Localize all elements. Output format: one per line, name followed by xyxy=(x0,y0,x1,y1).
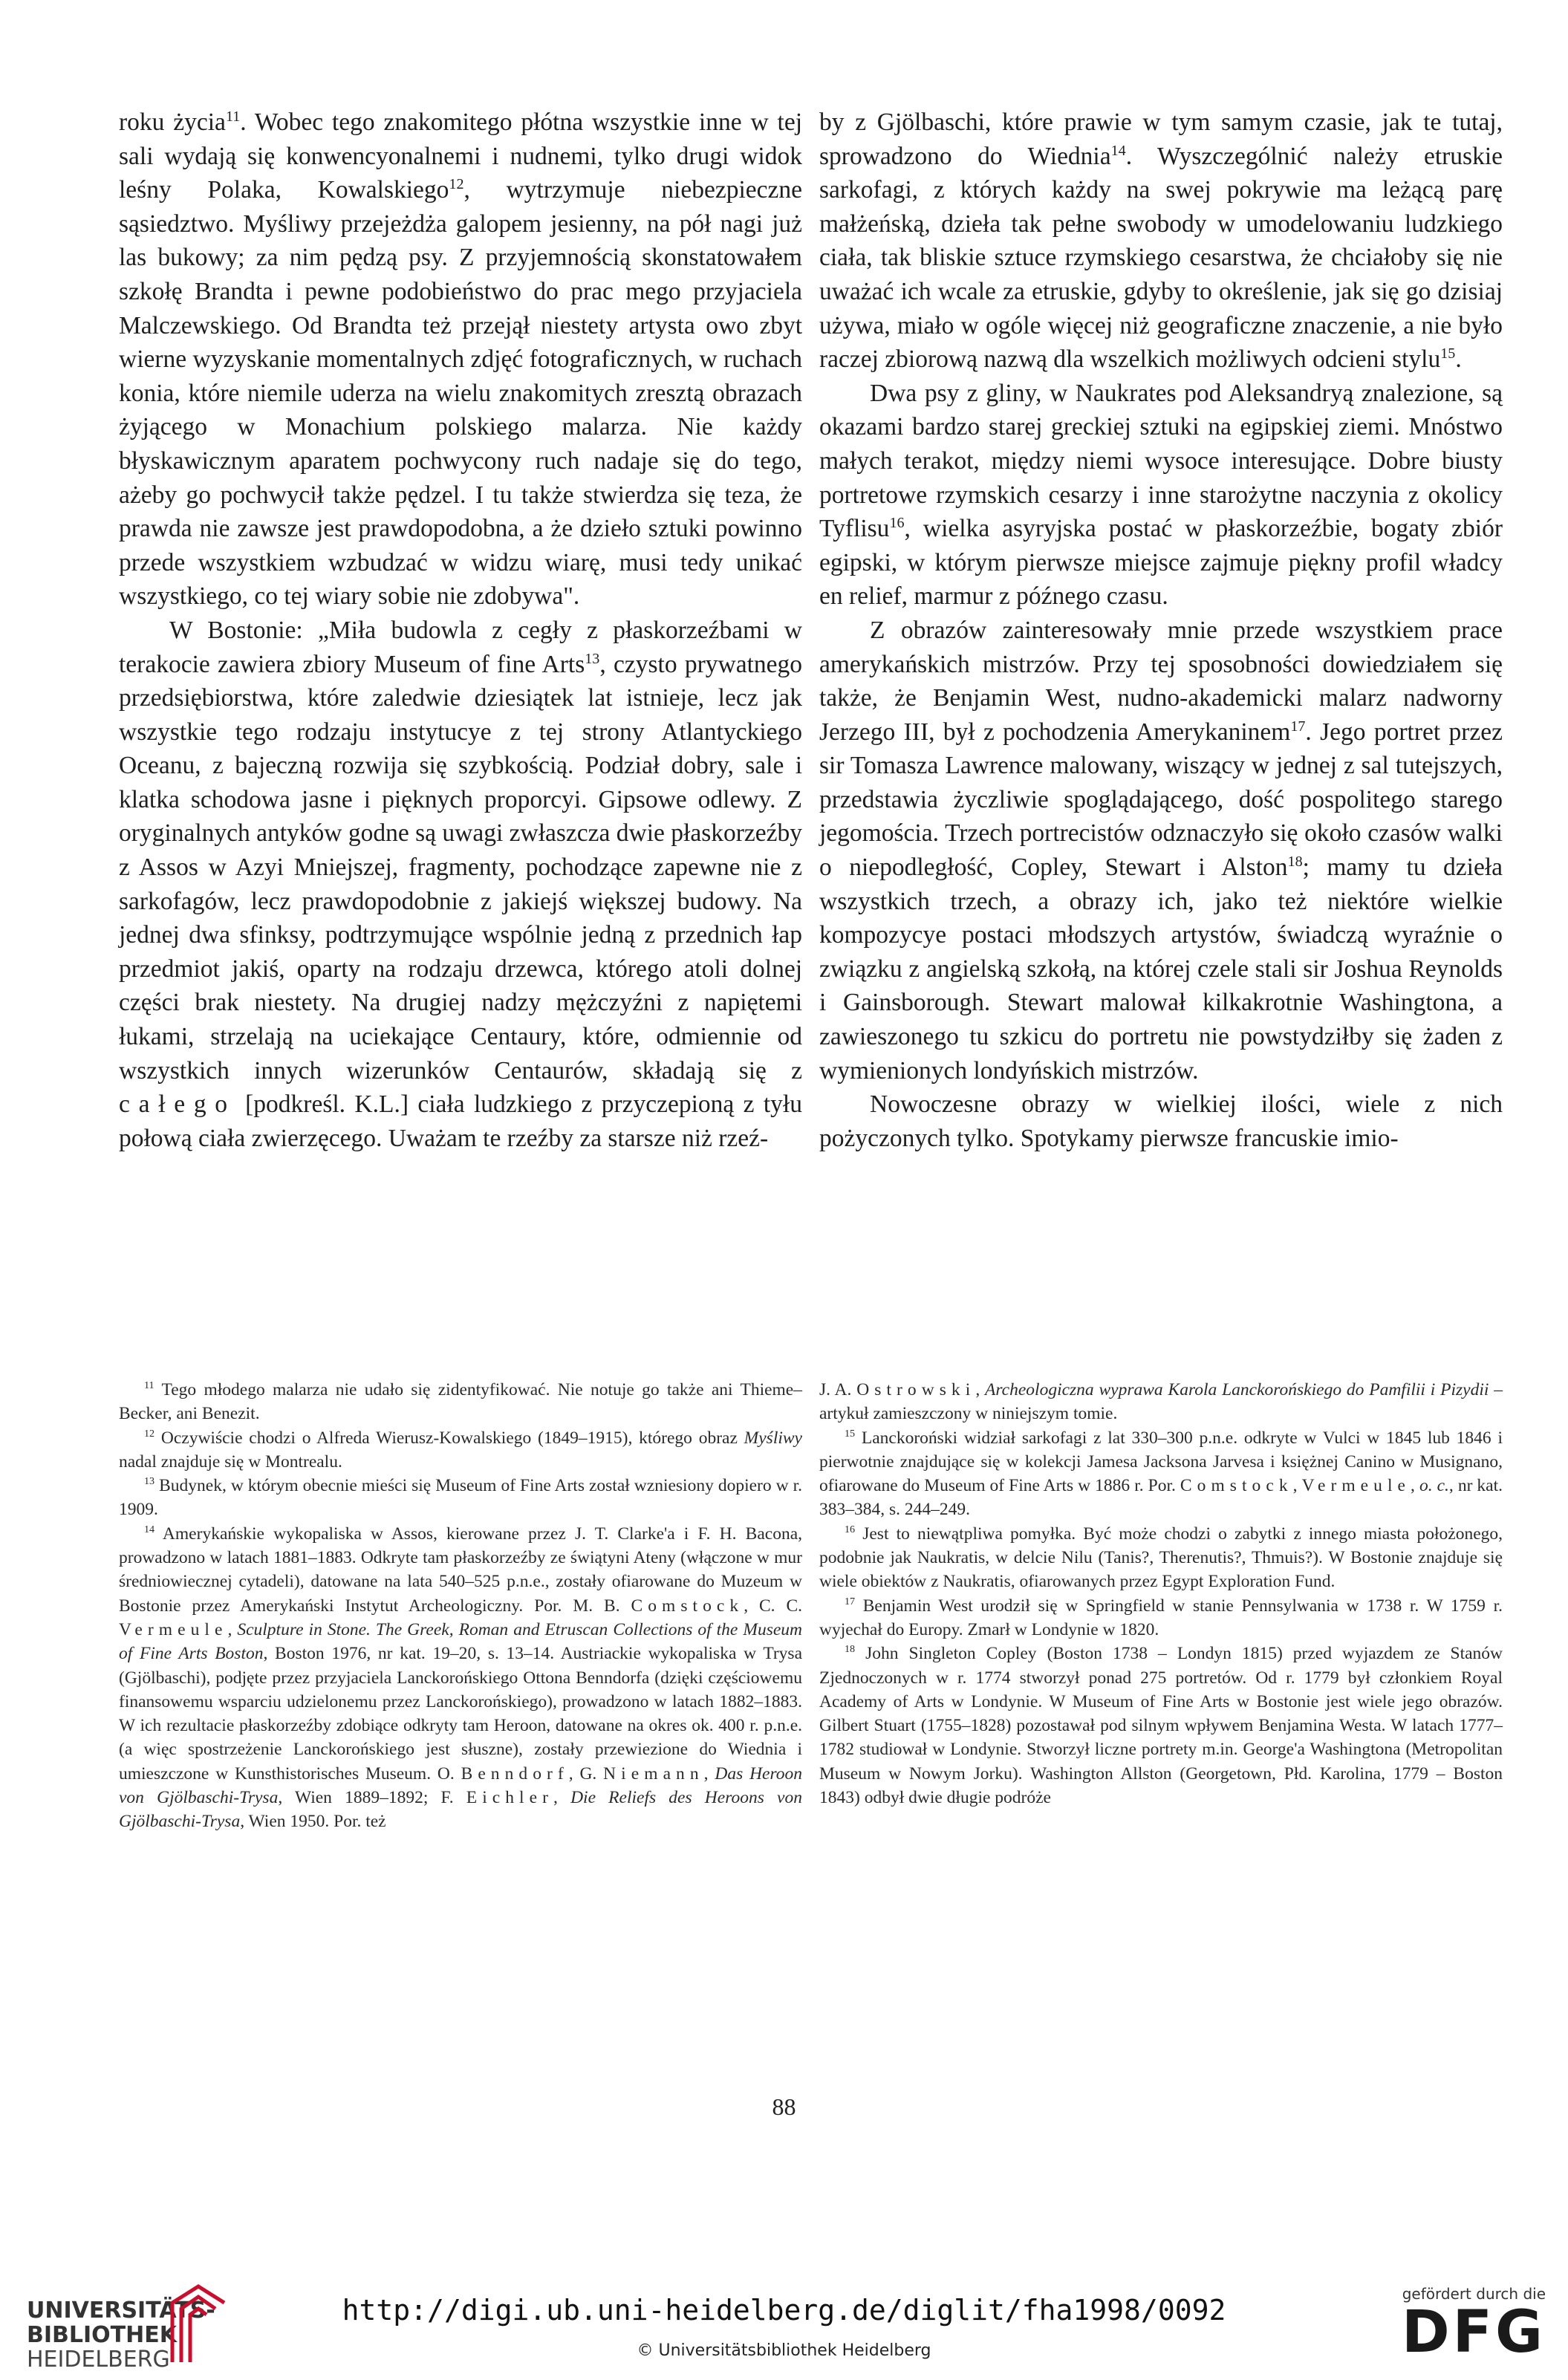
footnote: $^{12}$ Oczywiście chodzi o Alfreda Wierusz-Kowalskiego (1849–1915), którego obraz Myśliwy nadal znajduje się w Montrealu. xyxy=(119,1427,802,1472)
paragraph: Nowoczesne obrazy w wielkiej ilości, wiele z nich pożyczonych tylko. Spotykamy pierwsze francuskie imio- xyxy=(819,1090,1503,1152)
footnote: $^{16}$ Jest to niewątpliwa pomyłka. Być może chodzi o zabytki z innego miasta położonego, podobnie jak Naukratis, w delcie Nilu (Tanis?, Therenutis?, Thmuis?). W Bostonie znajduje się wiele obiektów z Naukratis, ofiarowanych przez Egypt Exploration Fund. xyxy=(819,1523,1503,1592)
paragraph: Dwa psy z gliny, w Naukrates pod Aleksandryą znalezione, są okazami bardzo starej greckiej sztuki na egipskiej ziemi. Mnóstwo małych terakot, między niemi wysoce interesujące. Dobre biusty portretowe rzymskich cesarzy i inne starożytne naczynia z okolicy Tyflisu$^{16}$, wielka asyryjska postać w płaskorzeźbie, bogaty zbiór egipski, w którym pierwsze miejsce zajmuje piękny profil władcy en relief, marmur z późnego czasu. xyxy=(819,379,1503,611)
paragraph: Z obrazów zainteresowały mnie przede wszystkiem prace amerykańskich mistrzów. Przy tej sposobności dowiedziałem się także, że Benjamin West, nudno-akademicki malarz nadworny Jerzego III, był z pochodzenia Amerykaninem$^{17}$. Jego portret przez sir Tomasza Lawrence malowany, wiszący w jednej z sal tutejszych, przedstawia życzliwie spoglądającego, dość pospolitego starego jegomościa. Trzech portrecistów odznaczyło się około czasów walki o niepodległość, Copley, Stewart i Alston$^{18}$; mamy tu dzieła wszystkich trzech, a obrazy ich, jako też niektóre wielkie kompozycye postaci młodszych artystów, świadczą wyraźnie o związku z angielską szkołą, na której czele stali sir Joshua Reynolds i Gainsborough. Stewart malował kilkakrotnie Washingtona, a zawieszonego tu szkicu do portretu nie powstydziłby się żaden z wymienionych londyńskich mistrzów. xyxy=(819,616,1503,1085)
main-column-right xyxy=(819,105,1503,1155)
library-name-line1: UNIVERSITÄTS- xyxy=(27,2298,215,2324)
copyright-notice: © Universitätsbibliothek Heidelberg xyxy=(637,2341,931,2360)
page-number: 88 xyxy=(772,2093,796,2120)
footnote: $^{18}$ John Singleton Copley (Boston 1738 – Londyn 1815) przed wyjazdem ze Stanów Zjednoczonych w r. 1774 stworzył ponad 275 portretów. Od r. 1779 był członkiem Royal Academy of Arts w Londynie. W Museum of Fine Arts w Bostonie jest wiele jego obrazów. Gilbert Stuart (1755–1828) pozostawał pod silnym wpływem Benjamina Westa. W latach 1777–1782 studiował w Londynie. Stworzył liczne portrety m.in. George'a Washingtona (Metropolitan Museum w Nowym Jorku). Washington Allston (Georgetown, Płd. Karolina, 1779 – Boston 1843) odbył dwie długie podróże xyxy=(819,1643,1503,1808)
library-name-line3: HEIDELBERG xyxy=(27,2347,170,2373)
footnote: $^{15}$ Lanckoroński widział sarkofagi z lat 330–300 p.n.e. odkryte w Vulci w 1845 lub 1846 i pierwotnie znajdujące się w kolekcji Jamesa Jacksona Jarvesa i księżnej Canino w Musignano, ofiarowane do Museum of Fine Arts w 1886 r. Por. Comstock, Vermeule, o. c., nr kat. 383–384, s. 244–249. xyxy=(819,1427,1503,1520)
paragraph: roku życia$^{11}$. Wobec tego znakomitego płótna wszystkie inne w tej sali wydają się konwencyonalnemi i nudnemi, tylko drugi widok leśny Polaka, Kowalskiego$^{12}$, wytrzymuje niebezpieczne sąsiedztwo. Myśliwy przejeżdża galopem jesienny, na pół nagi już las bukowy; za nim pędzą psy. Z przyjemnością skonstatowałem szkołę Brandta i pewne podobieństwo do prac mego przyjaciela Malczewskiego. Od Brandta też przejął niestety artysta owo zbyt wierne wyzyskanie momentalnych zdjęć fotograficznych, w ruchach konia, które niemile uderza na wielu znakomitych zresztą obrazach żyjącego w Monachium polskiego malarza. Nie każdy błyskawicznym aparatem pochwycony ruch nadaje się do tego, ażeby go pochwycił także pędzel. I tu także stwierdza się teza, że prawda nie zawsze jest prawdopodobna, a że dzieło sztuki powinno przede wszystkiem wzbudzać w widzu wiarę, musi tedy unikać wszystkiego, co tej wiary sobie nie zdobywa". xyxy=(119,108,802,611)
document-url-link[interactable]: http://digi.ub.uni-heidelberg.de/diglit/fha1998/0092 xyxy=(342,2294,1226,2327)
footer-bar xyxy=(0,2273,1568,2380)
paragraph: W Bostonie: „Miła budowla z cegły z płaskorzeźbami w terakocie zawiera zbiory Museum of fine Arts$^{13}$, czysto prywatnego przedsiębiorstwa, które zaledwie dziesiątek lat istnieje, lecz jak wszystkie tego rodzaju instytucye z tej strony Atlantyckiego Oceanu, z bajeczną rozwija się szybkością. Podział dobry, sale i klatka schodowa jasne i pięknych proporcyi. Gipsowe odlewy. Z oryginalnych antyków godne są uwagi zwłaszcza dwie płaskorzeźby z Assos w Azyi Mniejszej, fragmenty, pochodzące zapewne nie z sarkofagów, lecz prawdopodobnie z jakiejś większej budowy. Na jednej dwa sfinksy, podtrzymujące wspólnie jedną z przednich łap przedmiot jakiś, oparty na rodzaju drzewca, którego atoli dolnej części brak niestety. Na drugiej nadzy mężczyźni z napiętemi łukami, strzelają na uciekające Centaury, które, odmiennie od wszystkich innych wizerunków Centaurów, składają się z całego [podkreśl. K.L.] ciała ludzkiego z przyczepioną z tyłu połową ciała zwierzęcego. Uważam te rzeźby za starsze niż rzeź- xyxy=(119,616,802,1152)
footnote: $^{11}$ Tego młodego malarza nie udało się zidentyfikować. Nie notuje go także ani Thieme–Becker, ani Benezit. xyxy=(119,1379,802,1424)
dfg-sponsor[interactable] xyxy=(1353,2285,1546,2366)
footnotes-column-left xyxy=(119,1378,802,1834)
paragraph: by z Gjölbaschi, które prawie w tym samym czasie, jak te tutaj, sprowadzono do Wiednia$^{14}$. Wyszczególnić należy etruskie sarkofagi, z których każdy na swej pokrywie ma leżącą parę małżeńską, dzieła tak pełne swobody w umodelowaniu ludzkiego ciała, tak bliskie sztuce rzymskiego cesarstwa, że chciałoby się nie uważać ich wcale za etruskie, gdyby to określenie, jak się go dzisiaj używa, miało w ogóle więcej niż geograficzne znaczenie, a nie było raczej zbiorową nazwą dla wszelkich możliwych odcieni stylu$^{15}$. xyxy=(819,108,1503,374)
footnote: $^{13}$ Budynek, w którym obecnie mieści się Museum of Fine Arts został wzniesiony dopiero w r. 1909. xyxy=(119,1475,802,1520)
main-column-left xyxy=(119,105,802,1155)
footnotes-column-right xyxy=(819,1378,1503,1810)
dfg-logo: DFG xyxy=(1401,2299,1546,2366)
footnote: $^{17}$ Benjamin West urodził się w Springfield w stanie Pennsylwania w 1738 r. W 1759 r. wyjechał do Europy. Zmarł w Londynie w 1820. xyxy=(819,1595,1503,1639)
footnote: J. A. Ostrowski, Archeologiczna wyprawa Karola Lanckorońskiego do Pamfilii i Pizydii – artykuł zamieszczony w niniejszym tomie. xyxy=(819,1380,1503,1424)
footnote: $^{14}$ Amerykańskie wykopaliska w Assos, kierowane przez J. T. Clarke'a i F. H. Bacona, prowadzono w latach 1881–1883. Odkryte tam płaskorzeźby ze świątyni Ateny (włączone w mur średniowiecznej cytadeli), datowane na lata 540–525 p.n.e., zostały ofiarowane do Muzeum w Bostonie przez Amerykański Instytut Archeologiczny. Por. M. B. Comstock, C. C. Vermeule, Sculpture in Stone. The Greek, Roman and Etruscan Collections of the Museum of Fine Arts Boston, Boston 1976, nr kat. 19–20, s. 13–14. Austriackie wykopaliska w Trysa (Gjölbaschi), podjęte przez przyjaciela Lanckorońskiego Ottona Benndorfa (dzięki częściowemu finansowemu wsparciu udzielonemu przez Lanckorońskiego), prowadzono w latach 1882–1883. W ich rezultacie płaskorzeźby zdobiące odkryty tam Heroon, datowane na okres ok. 400 r. p.n.e. (a więc spostrzeżenie Lanckorońskiego jest słuszne), zostały przewiezione do Wiednia i umieszczone w Kunsthistorisches Museum. O. Benndorf, G. Niemann, Das Heroon von Gjölbaschi-Trysa, Wien 1889–1892; F. Eichler, Die Reliefs des Heroons von Gjölbaschi-Trysa, Wien 1950. Por. też xyxy=(119,1523,803,1832)
sponsor-caption: gefördert durch die xyxy=(1402,2285,1546,2303)
library-name-line2: BIBLIOTHEK xyxy=(27,2322,177,2348)
